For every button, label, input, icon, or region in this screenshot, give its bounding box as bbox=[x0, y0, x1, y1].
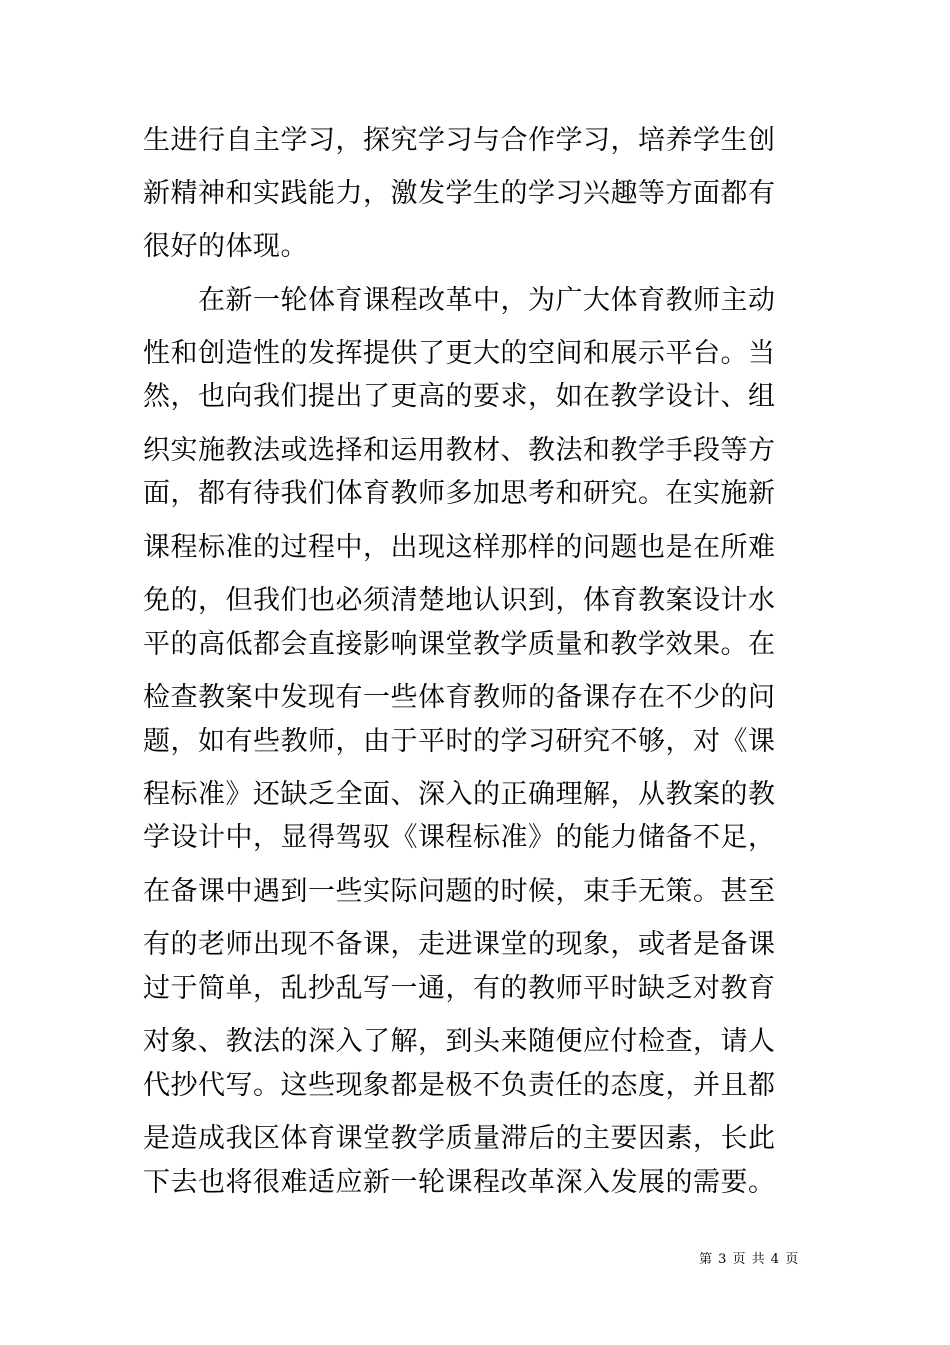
text-line: 织实施教法或选择和运用教材、教法和教学手段等方 bbox=[143, 435, 776, 466]
text-line: 检查教案中发现有一些体育教师的备课存在不少的问 bbox=[143, 682, 776, 713]
text-line: 下去也将很难适应新一轮课程改革深入发展的需要。 bbox=[143, 1167, 776, 1198]
text-line: 面，都有待我们体育教师多加思考和研究。在实施新 bbox=[143, 478, 776, 509]
text-line: 在备课中遇到一些实际问题的时候，束手无策。甚至 bbox=[143, 876, 776, 907]
text-line: 新精神和实践能力，激发学生的学习兴趣等方面都有 bbox=[143, 178, 776, 209]
text-line: 很好的体现。 bbox=[143, 231, 308, 262]
text-line: 有的老师出现不备课，走进课堂的现象，或者是备课 bbox=[143, 929, 776, 960]
text-line: 过于简单，乱抄乱写一通，有的教师平时缺乏对教育 bbox=[143, 973, 776, 1004]
text-line: 免的，但我们也必须清楚地认识到，体育教案设计水 bbox=[143, 585, 776, 616]
text-line: 程标准》还缺乏全面、深入的正确理解，从教案的教 bbox=[143, 779, 776, 810]
page-number-footer: 第 3 页 共 4 页 bbox=[699, 1252, 800, 1267]
text-line: 学设计中，显得驾驭《课程标准》的能力储备不足， bbox=[143, 822, 776, 853]
text-line: 生进行自主学习，探究学习与合作学习，培养学生创 bbox=[143, 125, 776, 156]
text-line: 对象、教法的深入了解，到头来随便应付检查，请人 bbox=[143, 1026, 776, 1057]
paragraph-first-line: 在新一轮体育课程改革中，为广大体育教师主动 bbox=[143, 285, 776, 316]
text-line: 是造成我区体育课堂教学质量滞后的主要因素，长此 bbox=[143, 1123, 776, 1154]
text-line: 课程标准的过程中，出现这样那样的问题也是在所难 bbox=[143, 532, 776, 563]
text-line: 题，如有些教师，由于平时的学习研究不够，对《课 bbox=[143, 726, 776, 757]
text-line: 然，也向我们提出了更高的要求，如在教学设计、组 bbox=[143, 381, 776, 412]
text-line: 性和创造性的发挥提供了更大的空间和展示平台。当 bbox=[143, 338, 776, 369]
text-line: 代抄代写。这些现象都是极不负责任的态度，并且都 bbox=[143, 1070, 776, 1101]
text-line: 平的高低都会直接影响课堂教学质量和教学效果。在 bbox=[143, 629, 776, 660]
